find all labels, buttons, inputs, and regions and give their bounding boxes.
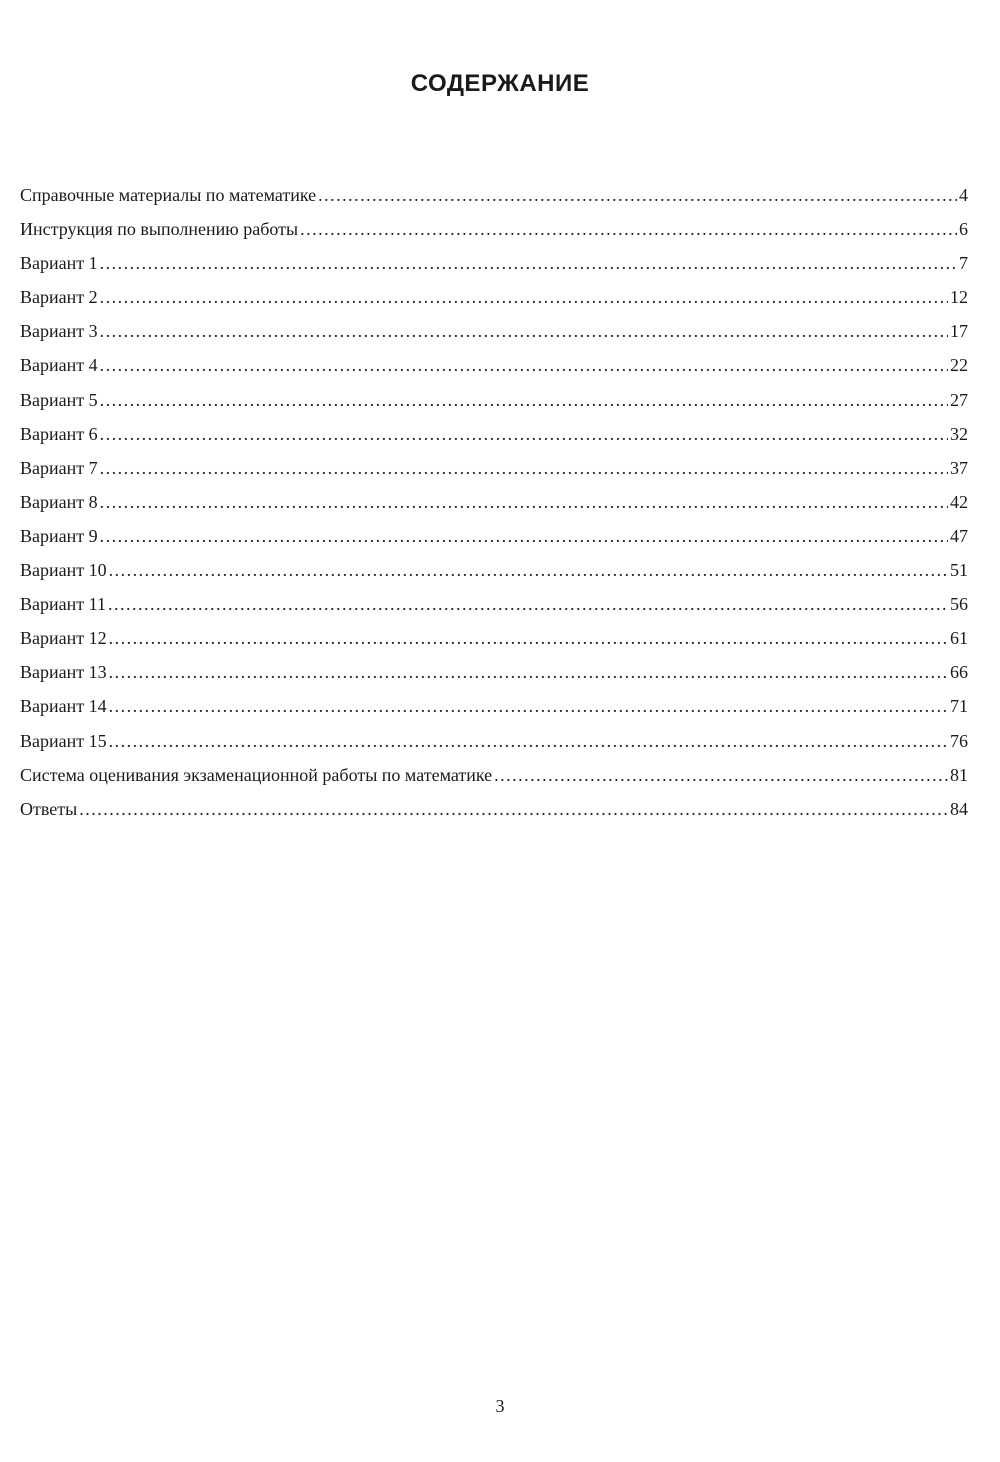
toc-entry [20,388,968,422]
table-of-contents [20,183,968,831]
toc-entry-label: Вариант 5 [20,389,98,410]
toc-entry-label: Вариант 10 [20,560,107,581]
toc-entry-label: Вариант 15 [20,730,107,751]
toc-entry-page: 71 [950,696,968,717]
toc-entry-page: 32 [950,423,968,444]
toc-entry-page: 27 [950,389,968,410]
toc-dot-leader [318,183,957,207]
toc-dot-leader [100,353,948,377]
toc-entry-page: 4 [959,185,968,205]
toc-dot-leader [109,558,948,582]
toc-entry-page: 42 [950,491,968,512]
toc-entry-label: Инструкция по выполнению работы [20,219,299,240]
toc-entry-label: Вариант 4 [20,355,98,376]
toc-entry-label: Вариант 12 [20,628,107,649]
page-title: СОДЕРЖАНИЕ [410,70,590,97]
toc-dot-leader [100,490,948,514]
toc-dot-leader [494,763,948,787]
toc-entry-label: Вариант 1 [20,253,98,274]
toc-entry-page: 76 [950,730,968,751]
toc-entry-label: Вариант 2 [20,287,98,308]
toc-entry-label: Вариант 9 [20,525,98,546]
toc-entry-page: 81 [950,764,968,785]
toc-dot-leader [79,797,948,821]
toc-entry-label: Справочные материалы по математике [20,185,317,205]
toc-entry [20,524,968,558]
toc-entry [20,729,968,763]
toc-entry [20,660,968,694]
toc-entry [20,183,968,217]
toc-entry-page: 66 [950,662,968,683]
toc-entry-page: 17 [950,321,968,342]
toc-entry-label: Система оценивания экзаменационной работы по математике [20,764,493,785]
toc-entry-page: 56 [950,594,968,615]
toc-entry-label: Вариант 3 [20,321,98,342]
toc-dot-leader [109,660,948,684]
toc-entry [20,285,968,319]
toc-entry [20,626,968,660]
toc-entry-label: Вариант 7 [20,457,98,478]
toc-entry [20,592,968,626]
toc-entry-page: 61 [950,628,968,649]
toc-dot-leader [109,694,948,718]
toc-dot-leader [100,319,948,343]
toc-entry-page: 47 [950,525,968,546]
toc-dot-leader [100,388,948,412]
toc-entry [20,797,968,831]
toc-entry-page: 12 [950,287,968,308]
toc-dot-leader [109,729,948,753]
toc-entry-page: 22 [950,355,968,376]
toc-entry [20,763,968,797]
toc-entry-label: Вариант 14 [20,696,107,717]
toc-entry [20,251,968,285]
toc-dot-leader [109,626,948,650]
toc-entry [20,456,968,490]
toc-dot-leader [100,251,957,275]
toc-entry [20,319,968,353]
toc-dot-leader [100,422,948,446]
toc-entry [20,558,968,592]
toc-entry-page: 6 [959,219,968,240]
page-number: 3 [495,1396,505,1416]
toc-entry-label: Вариант 8 [20,491,98,512]
toc-entry-label: Вариант 6 [20,423,98,444]
toc-dot-leader [300,217,957,241]
toc-entry-page: 84 [950,798,968,819]
toc-dot-leader [100,285,948,309]
toc-entry-page: 37 [950,457,968,478]
toc-dot-leader [100,456,948,480]
toc-entry [20,694,968,728]
toc-entry-label: Вариант 11 [20,594,106,615]
toc-entry-label: Вариант 13 [20,662,107,683]
toc-entry-page: 51 [950,560,968,581]
toc-entry-label: Ответы [20,798,78,819]
toc-entry [20,422,968,456]
toc-dot-leader [108,592,948,616]
toc-entry-page: 7 [959,253,968,274]
toc-dot-leader [100,524,948,548]
toc-entry [20,353,968,387]
toc-entry [20,217,968,251]
toc-entry [20,490,968,524]
